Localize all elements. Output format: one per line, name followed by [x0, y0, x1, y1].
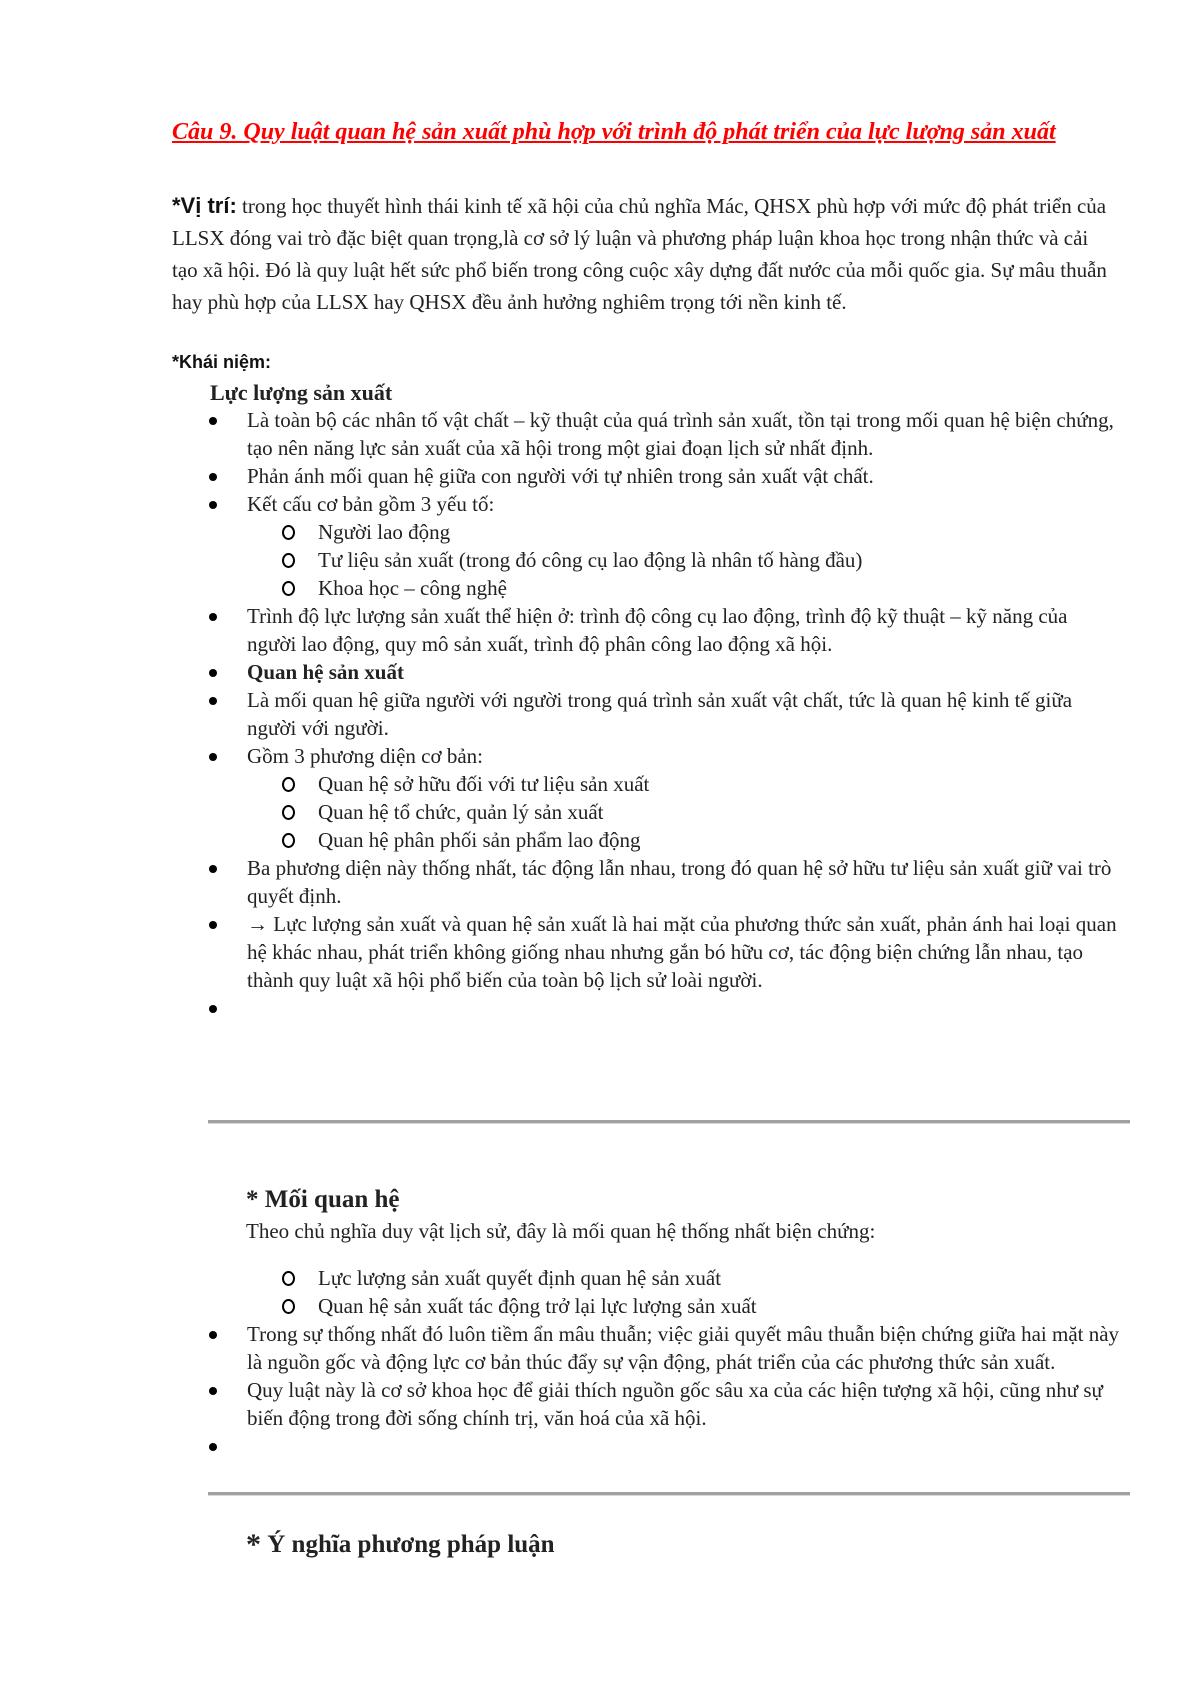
bullet-icon — [209, 613, 217, 621]
bullet-icon — [209, 1443, 217, 1451]
sub-list-item: Quan hệ tổ chức, quản lý sản xuất — [0, 798, 1200, 826]
bullet-icon — [209, 753, 217, 761]
bullet-icon — [209, 1331, 217, 1339]
circle-bullet-icon — [282, 581, 295, 596]
list-item: Quy luật này là cơ sở khoa học để giải thích nguồn gốc sâu xa của các hiện tượng xã hội, cũng như sự biến động trong đời sống chính trị, văn hoá của xã hội. — [0, 1376, 1200, 1432]
empty-list-item — [0, 1432, 1200, 1460]
vi-tri-text: trong học thuyết hình thái kinh tế xã hội của chủ nghĩa Mác, QHSX phù hợp với mức độ phát triển của LLSX đóng vai trò đặc biệt quan trọng,là cơ sở lý luận và phương pháp luận khoa học trong nhận thức và cải tạo xã hội. Đó là quy luật hết sức phổ biến trong công cuộc xây dựng đất nước của mỗi quốc gia. Sự mâu thuẫn hay phù hợp của LLSX hay QHSX đều ảnh hưởng nghiêm trọng tới nền kinh tế. — [172, 194, 1107, 314]
circle-bullet-icon — [282, 1299, 295, 1314]
bullet-icon — [209, 921, 217, 929]
bullet-icon — [209, 417, 217, 425]
qhsx-heading: Quan hệ sản xuất — [0, 658, 1200, 686]
list-item: Kết cấu cơ bản gồm 3 yếu tố: — [0, 490, 1200, 518]
list-item: Là toàn bộ các nhân tố vật chất – kỹ thuật của quá trình sản xuất, tồn tại trong mối quan hệ biện chứng, tạo nên năng lực sản xuất của xã hội trong một giai đoạn lịch sử nhất định. — [0, 406, 1200, 462]
horizontal-rule — [208, 1492, 1130, 1496]
list-item: Ba phương diện này thống nhất, tác động lẫn nhau, trong đó quan hệ sở hữu tư liệu sản xuất giữ vai trò quyết định. — [0, 854, 1200, 910]
moi-quan-he-intro: Theo chủ nghĩa duy vật lịch sử, đây là mối quan hệ thống nhất biện chứng: — [246, 1219, 876, 1243]
moi-quan-he-heading: * Mối quan hệ — [246, 1186, 400, 1213]
y-nghia-heading-text: Ý nghĩa phương pháp luận — [261, 1531, 555, 1558]
list-item: → Lực lượng sản xuất và quan hệ sản xuất là hai mặt của phương thức sản xuất, phản ánh hai loại quan hệ khác nhau, phát triển không giống nhau nhưng gắn bó hữu cơ, tác động biện chứng lẫn nhau, tạo thành quy luật xã hội phổ biến của toàn bộ lịch sử loài người. — [0, 910, 1200, 994]
sub-list-item: Khoa học – công nghệ — [0, 574, 1200, 602]
y-nghia-heading — [246, 1528, 555, 1562]
sub-list-item: Quan hệ sở hữu đối với tư liệu sản xuất — [0, 770, 1200, 798]
moi-quan-he-list — [0, 1264, 1200, 1460]
list-item: Gồm 3 phương diện cơ bản: — [0, 742, 1200, 770]
vi-tri-label: *Vị trí: — [172, 193, 237, 218]
list-item: Là mối quan hệ giữa người với người trong quá trình sản xuất vật chất, tức là quan hệ kinh tế giữa người với người. — [0, 686, 1200, 742]
circle-bullet-icon — [282, 805, 295, 820]
llsx-list — [0, 406, 1200, 1022]
khai-niem-label: *Khái niệm: — [172, 352, 272, 372]
circle-bullet-icon — [282, 777, 295, 792]
bullet-icon — [209, 865, 217, 873]
sub-list-item: Quan hệ sản xuất tác động trở lại lực lượng sản xuất — [0, 1292, 1200, 1320]
question-title: Câu 9. Quy luật quan hệ sản xuất phù hợp với trình độ phát triển của lực lượng sản xuất — [172, 119, 1056, 145]
star-mark: * — [246, 1528, 261, 1561]
bullet-icon — [209, 697, 217, 705]
circle-bullet-icon — [282, 833, 295, 848]
bullet-icon — [209, 1387, 217, 1395]
list-item: Phản ánh mối quan hệ giữa con người với tự nhiên trong sản xuất vật chất. — [0, 462, 1200, 490]
list-item: Trình độ lực lượng sản xuất thể hiện ở: trình độ công cụ lao động, trình độ kỹ thuật – kỹ năng của người lao động, quy mô sản xuất, trình độ phân công lao động xã hội. — [0, 602, 1200, 658]
bullet-icon — [209, 473, 217, 481]
sub-list-item: Lực lượng sản xuất quyết định quan hệ sản xuất — [0, 1264, 1200, 1292]
llsx-heading: Lực lượng sản xuất — [210, 380, 393, 405]
empty-list-item — [0, 994, 1200, 1022]
circle-bullet-icon — [282, 553, 295, 568]
sub-list-item: Quan hệ phân phối sản phẩm lao động — [0, 826, 1200, 854]
sub-list-item: Tư liệu sản xuất (trong đó công cụ lao động là nhân tố hàng đầu) — [0, 546, 1200, 574]
bullet-icon — [209, 669, 217, 677]
vi-tri-paragraph — [172, 190, 1112, 318]
circle-bullet-icon — [282, 1271, 295, 1286]
sub-list-item: Người lao động — [0, 518, 1200, 546]
horizontal-rule — [208, 1120, 1130, 1124]
bullet-icon — [209, 501, 217, 509]
circle-bullet-icon — [282, 525, 295, 540]
bullet-icon — [209, 1005, 217, 1013]
list-item: Trong sự thống nhất đó luôn tiềm ẩn mâu thuẫn; việc giải quyết mâu thuẫn biện chứng giữa hai mặt này là nguồn gốc và động lực cơ bản thúc đẩy sự vận động, phát triển của các phương thức sản xuất. — [0, 1320, 1200, 1376]
